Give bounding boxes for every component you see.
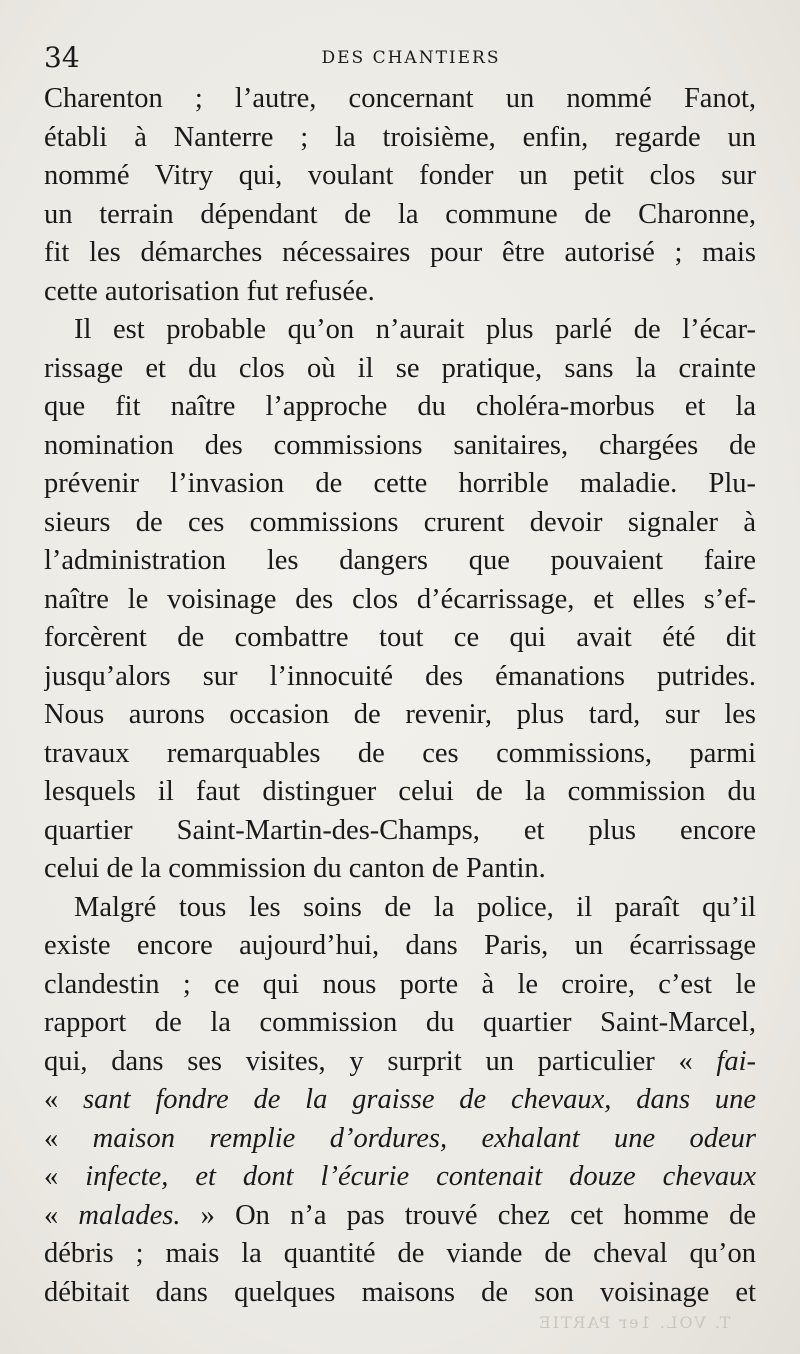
text-line: nomination des commissions sanitaires, chargées de	[44, 429, 756, 461]
quote-line	[44, 1081, 756, 1120]
text-line: Il est probable qu’on n’aurait plus parlé de l’écar-	[74, 314, 756, 345]
text-segment: » On n’a pas trouvé chez cet homme de	[180, 1199, 756, 1231]
text-line: jusqu’alors sur l’innocuité des émanations putrides.	[44, 660, 756, 692]
quote-italic: malades.	[78, 1199, 181, 1231]
quote-italic: sant fondre de la graisse de chevaux, dans une	[83, 1084, 756, 1115]
text-line: Nous aurons occasion de revenir, plus tard, sur les	[44, 699, 756, 730]
text-line: forcèrent de combattre tout ce qui avait été dit	[44, 622, 756, 653]
text-line: quartier Saint-Martin-des-Champs, et plus encore	[44, 814, 756, 846]
quote-mark: «	[44, 1084, 84, 1115]
text-line: naître le voisinage des clos d’écarrissage, et elles s’ef-	[44, 583, 756, 615]
quote-line	[44, 1197, 756, 1236]
page-header	[44, 38, 756, 78]
text-line: l’administration les dangers que pouvaient faire	[44, 545, 756, 576]
quote-line	[44, 1120, 756, 1159]
text-line	[44, 1043, 756, 1082]
text-line: celui de la commission du canton de Pantin.	[44, 853, 546, 884]
text-line: travaux remarquables de ces commissions, parmi	[44, 737, 756, 769]
text-line: cette autorisation fut refusée.	[44, 275, 375, 307]
page-number: 34	[44, 41, 80, 74]
text-line: Charenton ; l’autre, concernant un nommé Fanot,	[44, 83, 756, 114]
text-line: que fit naître l’approche du choléra-morbus et la	[44, 391, 756, 422]
text-line: un terrain dépendant de la commune de Charonne,	[44, 198, 756, 230]
text-line: Malgré tous les soins de la police, il paraît qu’il	[74, 891, 756, 923]
quote-mark: «	[44, 1122, 93, 1154]
quote-italic: fai-	[716, 1045, 756, 1077]
text-line: débris ; mais la quantité de viande de cheval qu’on	[44, 1238, 756, 1269]
text-line: nommé Vitry qui, voulant fonder un petit clos sur	[44, 160, 756, 191]
text-line: rapport de la commission du quartier Saint-Marcel,	[44, 1007, 756, 1038]
text-line: sieurs de ces commissions crurent devoir signaler à	[44, 506, 756, 538]
quote-line	[44, 1158, 756, 1197]
running-title: DES CHANTIERS	[321, 48, 501, 68]
quote-mark: «	[44, 1199, 79, 1231]
quote-italic: maison remplie d’ordures, exhalant une odeur	[92, 1122, 756, 1154]
text-segment: qui, dans ses visites, y surprit un particulier «	[44, 1045, 717, 1077]
text-line: débitait dans quelques maisons de son voisinage et	[44, 1276, 756, 1308]
text-line: existe encore aujourd’hui, dans Paris, un écarrissage	[44, 930, 756, 961]
text-line: fit les démarches nécessaires pour être autorisé ; mais	[44, 237, 756, 268]
text-line: prévenir l’invasion de cette horrible maladie. Plu-	[44, 468, 756, 499]
quote-mark: «	[44, 1161, 86, 1192]
quote-italic: infecte, et dont l’écurie contenait douze chevaux	[85, 1161, 756, 1192]
text-line: lesquels il faut distinguer celui de la commission du	[44, 776, 756, 807]
body-text	[44, 80, 756, 1312]
text-line: clandestin ; ce qui nous porte à le croire, c’est le	[44, 968, 756, 1000]
text-line: établi à Nanterre ; la troisième, enfin, regarde un	[44, 121, 756, 153]
bleed-through-text: T. VOL. 1er PARTIE	[536, 1313, 730, 1332]
text-line: rissage et du clos où il se pratique, sans la crainte	[44, 352, 756, 384]
